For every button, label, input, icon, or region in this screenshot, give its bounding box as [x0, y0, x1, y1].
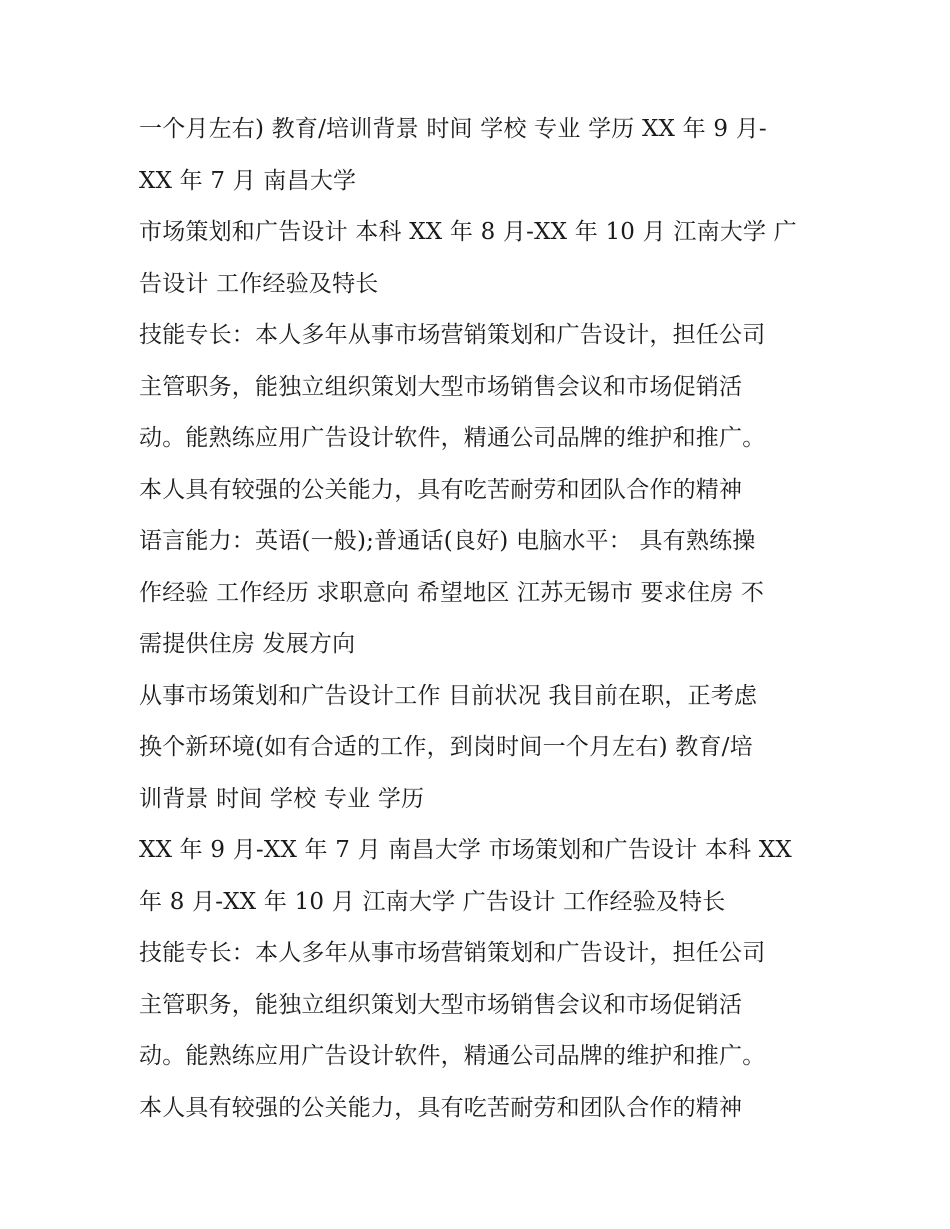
text-line: 动。能熟练应用广告设计软件，精通公司品牌的维护和推广。: [139, 425, 766, 451]
text-line: 主管职务，能独立组织策划大型市场销售会议和市场促销活: [139, 991, 743, 1018]
text-line: 技能专长：本人多年从事市场营销策划和广告设计，担任公司: [139, 940, 766, 966]
text-line: 语言能力：英语(一般);普通话(良好) 电脑水平： 具有熟练操: [139, 528, 756, 554]
text-line: 训背景 时间 学校 专业 学历: [139, 785, 425, 812]
text-line: 作经验 工作经历 求职意向 希望地区 江苏无锡市 要求住房 不: [139, 579, 765, 606]
text-line: 换个新环境(如有合适的工作，到岗时间一个月左右) 教育/培: [139, 734, 753, 760]
text-line: 动。能熟练应用广告设计软件，精通公司品牌的维护和推广。: [139, 1043, 766, 1069]
text-line: 需提供住房 发展方向: [139, 631, 356, 657]
text-line: 本人具有较强的公关能力，具有吃苦耐劳和团队合作的精神: [139, 1094, 743, 1121]
text-line: XX 年 9 月-XX 年 7 月 南昌大学 市场策划和广告设计 本科 XX: [139, 837, 792, 863]
text-line: 从事市场策划和广告设计工作 目前状况 我目前在职，正考虑: [139, 682, 758, 709]
document-body: [139, 104, 819, 1134]
text-line: 主管职务，能独立组织策划大型市场销售会议和市场促销活: [139, 373, 743, 400]
text-line: 一个月左右) 教育/培训背景 时间 学校 专业 学历 XX 年 9 月-: [139, 116, 767, 142]
text-line: 本人具有较强的公关能力，具有吃苦耐劳和团队合作的精神: [139, 476, 743, 503]
text-line: 告设计 工作经验及特长: [139, 270, 379, 297]
text-line: 年 8 月-XX 年 10 月 江南大学 广告设计 工作经验及特长: [139, 888, 726, 915]
text-line: XX 年 7 月 南昌大学: [139, 167, 357, 194]
text-line: 市场策划和广告设计 本科 XX 年 8 月-XX 年 10 月 江南大学 广: [139, 219, 797, 245]
text-line: 技能专长：本人多年从事市场营销策划和广告设计，担任公司: [139, 322, 766, 348]
